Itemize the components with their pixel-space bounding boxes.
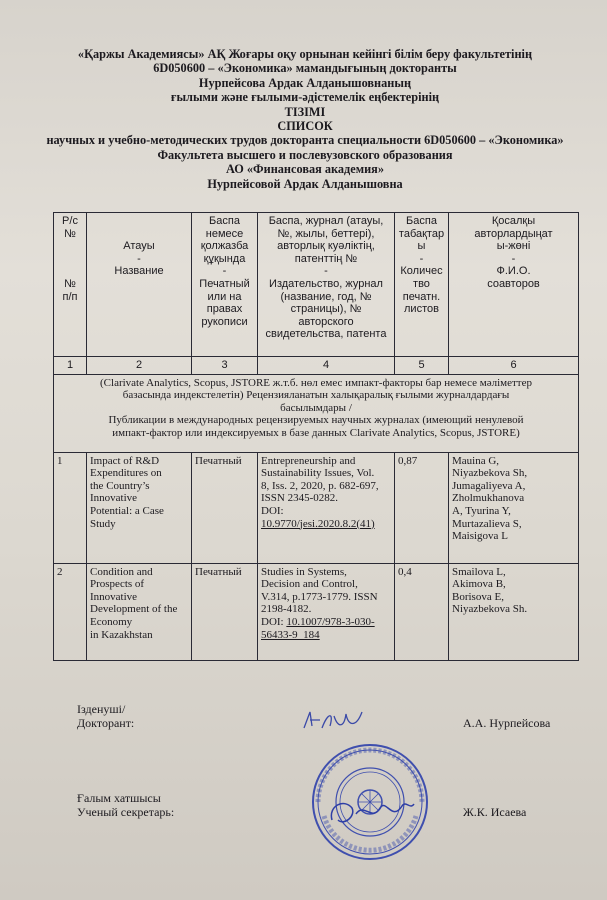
header-line-9: АО «Финансовая академия»: [226, 162, 384, 177]
header-line-8: Факультета высшего и послевузовского образования: [157, 147, 453, 162]
header-line-2: 6D050600 – «Экономика» мамандығының докторанты: [153, 61, 457, 76]
row-number: 1: [54, 452, 87, 563]
header-cell-sheets: Баспа табақтар ы - Количес тво печатн. листов: [395, 213, 449, 357]
row-sheets: 0,87: [395, 452, 449, 563]
row-sheets: 0,4: [395, 563, 449, 660]
row-type: Печатный: [192, 563, 258, 660]
header-cell-title: Атауы - Название: [87, 213, 192, 357]
header-cell-publisher: Баспа, журнал (атауы, №, жылы, беттері), авторлық куәліктің, патенттің № - Издательство, журнал (название, год, № страницы), № авторского свидетельства, патента: [258, 213, 395, 357]
secretary-label: Ғалым хатшысы Ученый секретарь:: [77, 791, 175, 819]
table-row: [54, 452, 579, 563]
row-number: 2: [54, 563, 87, 660]
doi-link-continued[interactable]: 56433-9_184: [261, 628, 320, 641]
column-number: 5: [395, 357, 449, 375]
column-number: 4: [258, 357, 395, 375]
table-header-row: [54, 213, 579, 357]
applicant-label: Ізденуші/ Докторант:: [77, 702, 135, 730]
applicant-name: А.А. Нурпейсова: [463, 716, 551, 730]
row-coauthors: Mauina G, Niyazbekova Sh, Jumagaliyeva A, Zholmukhanova A, Tyurina Y, Murtazalieva S, Maisigova L: [449, 452, 579, 563]
header-cell-coauthors: Қосалқы авторлардыңат ы-жөні - Ф.И.О. соавторов: [449, 213, 579, 357]
header-cell-number: Р/с № № п/п: [54, 213, 87, 357]
column-number: 3: [192, 357, 258, 375]
secretary-name: Ж.К. Исаева: [463, 805, 527, 819]
publications-table: [53, 212, 579, 661]
applicant-handwritten-signature: [300, 706, 370, 736]
section-heading: (Clarivate Analytics, Scopus, JSTORE ж.т.б. нөл емес импакт-факторы бар немесе мәліметтер базасында индекстелетін) Рецензияланатын халықаралық ғылыми журналдардағы басылымдары / Публикации в международных рецензируемых научных журналах (имеющий ненулевой импакт-фактор или индексируемых в базе данных Clarivate Analytics, Scopus, JSTORE): [54, 374, 579, 452]
column-number-row: [54, 357, 579, 375]
header-line-4: ғылыми және ғылыми-әдістемелік еңбектерінің: [170, 90, 440, 105]
row-title: Impact of R&D Expenditures on the Country’s Innovative Potential: a Case Study: [87, 452, 192, 563]
header-line-5: ТІЗІМІ: [284, 104, 326, 119]
section-heading-row: [54, 374, 579, 452]
column-number: 2: [87, 357, 192, 375]
row-publication: Entrepreneurship and Sustainability Issues, Vol. 8, Iss. 2, 2020, p. 682-697, ISSN 2345-0282. DOI: 10.9770/jesi.2020.8.2(41): [258, 452, 395, 563]
row-title: Condition and Prospects of Innovative Development of the Economy in Kazakhstan: [87, 563, 192, 660]
doi-link[interactable]: 10.9770/jesi.2020.8.2(41): [261, 517, 375, 530]
row-publication: Studies in Systems, Decision and Control, V.314, p.1773-1779. ISSN 2198-4182. DOI: 10.1007/978-3-030- 56433-9_184: [258, 563, 395, 660]
header-line-3: Нурпейсова Ардак Алданышовнаның: [198, 75, 412, 90]
document-header: [10, 47, 600, 191]
header-line-1: «Қаржы Академиясы» АҚ Жоғары оқу орнынан кейінгі білім беру факультетінің: [77, 47, 533, 61]
row-type: Печатный: [192, 452, 258, 563]
doi-link[interactable]: 10.1007/978-3-030-: [286, 615, 375, 628]
header-line-7: научных и учебно-методических трудов докторанта специальности 6D050600 – «Экономика»: [46, 133, 564, 148]
table-row: [54, 563, 579, 660]
header-line-10: Нурпейсовой Ардак Алданышовна: [207, 176, 403, 191]
header-cell-type: Баспа немесе қолжазба құқында - Печатный или на правах рукописи: [192, 213, 258, 357]
column-number: 6: [449, 357, 579, 375]
row-coauthors: Smailova L, Akimova B, Borisova E, Niyazbekova Sh.: [449, 563, 579, 660]
header-line-6: СПИСОК: [277, 119, 333, 134]
column-number: 1: [54, 357, 87, 375]
secretary-handwritten-signature: [326, 792, 416, 832]
